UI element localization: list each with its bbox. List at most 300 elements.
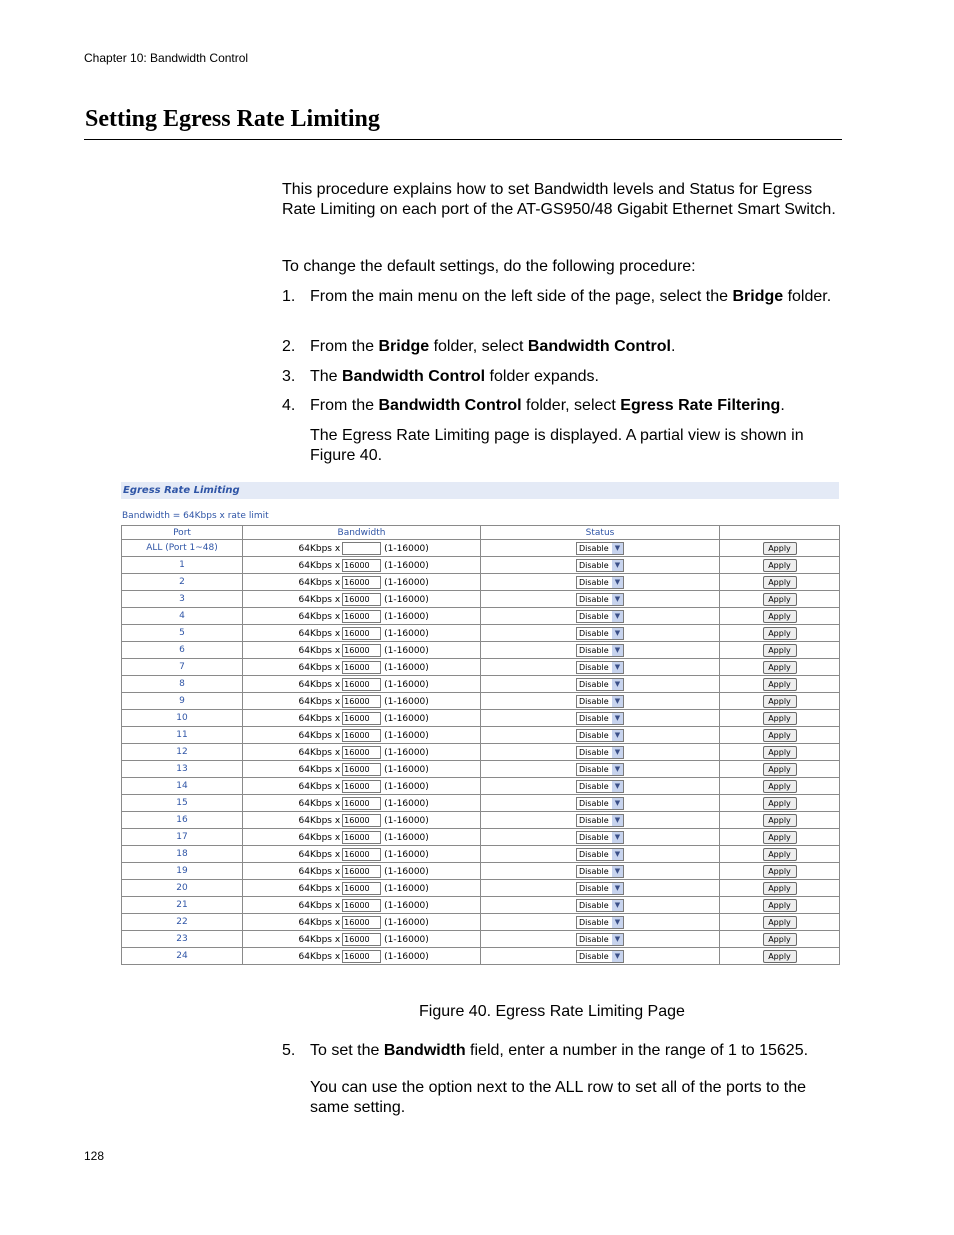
port-cell[interactable] [122, 948, 243, 965]
port-label[interactable]: 12 [176, 747, 188, 757]
port-label[interactable]: 21 [176, 900, 188, 910]
status-value: Disable [579, 679, 609, 689]
egress-rate-limiting-figure [121, 482, 839, 988]
apply-cell [720, 710, 840, 727]
step-number: 1. [282, 288, 296, 305]
port-label[interactable]: 10 [176, 713, 188, 723]
apply-cell [720, 829, 840, 846]
apply-button[interactable]: Apply [763, 746, 797, 759]
status-value: Disable [579, 543, 609, 553]
port-label[interactable]: 1 [179, 560, 185, 570]
bandwidth-range: (1-16000) [384, 577, 429, 588]
bandwidth-input[interactable]: 16000 [342, 882, 381, 895]
status-cell [481, 829, 720, 846]
bandwidth-prefix: 64Kbps x [298, 781, 341, 792]
step-text: From the main menu on the left side of the page, select the Bridge folder. [310, 288, 832, 305]
port-label[interactable]: 7 [179, 662, 185, 672]
port-cell[interactable] [122, 608, 243, 625]
port-label[interactable]: 8 [179, 679, 185, 689]
bandwidth-prefix: 64Kbps x [298, 662, 341, 673]
table-row [122, 914, 840, 931]
apply-cell [720, 931, 840, 948]
bandwidth-cell [243, 812, 481, 829]
bandwidth-cell [243, 710, 481, 727]
apply-button[interactable]: Apply [763, 559, 797, 572]
status-value: Disable [579, 815, 609, 825]
status-cell [481, 761, 720, 778]
table-row [122, 863, 840, 880]
bandwidth-prefix: 64Kbps x [298, 832, 341, 843]
status-value: Disable [579, 866, 609, 876]
chevron-down-icon[interactable]: ▼ [612, 883, 623, 894]
bandwidth-cell [243, 778, 481, 795]
apply-cell [720, 591, 840, 608]
port-cell[interactable] [122, 880, 243, 897]
status-cell [481, 625, 720, 642]
status-select[interactable] [576, 763, 624, 776]
chevron-down-icon[interactable]: ▼ [612, 866, 623, 877]
bandwidth-input[interactable]: 16000 [342, 627, 381, 640]
status-cell [481, 574, 720, 591]
bandwidth-range: (1-16000) [384, 815, 429, 826]
status-cell [481, 846, 720, 863]
status-value: Disable [579, 611, 609, 621]
bandwidth-prefix: 64Kbps x [298, 747, 341, 758]
page-title: Setting Egress Rate Limiting [85, 106, 380, 132]
chevron-down-icon[interactable]: ▼ [612, 679, 623, 690]
apply-button[interactable]: Apply [763, 916, 797, 929]
apply-button[interactable]: Apply [763, 678, 797, 691]
bandwidth-range: (1-16000) [384, 611, 429, 622]
port-cell[interactable] [122, 863, 243, 880]
table-row [122, 812, 840, 829]
table-row [122, 744, 840, 761]
port-cell[interactable] [122, 744, 243, 761]
port-cell[interactable] [122, 795, 243, 812]
status-select[interactable] [576, 729, 624, 742]
table-row [122, 846, 840, 863]
status-select[interactable] [576, 712, 624, 725]
bandwidth-cell [243, 625, 481, 642]
status-cell [481, 744, 720, 761]
chevron-down-icon[interactable]: ▼ [612, 713, 623, 724]
status-select[interactable] [576, 848, 624, 861]
bandwidth-cell [243, 727, 481, 744]
status-select[interactable] [576, 576, 624, 589]
apply-button[interactable]: Apply [763, 763, 797, 776]
port-label[interactable]: 4 [179, 611, 185, 621]
status-select[interactable] [576, 695, 624, 708]
chevron-down-icon[interactable]: ▼ [612, 798, 623, 809]
status-select[interactable] [576, 933, 624, 946]
port-cell[interactable] [122, 931, 243, 948]
bandwidth-range: (1-16000) [384, 951, 429, 962]
bandwidth-input[interactable]: 16000 [342, 678, 381, 691]
status-select[interactable] [576, 882, 624, 895]
bandwidth-prefix: 64Kbps x [298, 543, 341, 554]
apply-cell [720, 676, 840, 693]
bandwidth-range: (1-16000) [384, 560, 429, 571]
column-header-bandwidth: Bandwidth [243, 526, 481, 540]
column-header-status: Status [481, 526, 720, 540]
table-row [122, 642, 840, 659]
bandwidth-range: (1-16000) [384, 645, 429, 656]
status-cell [481, 693, 720, 710]
chevron-down-icon[interactable]: ▼ [612, 560, 623, 571]
apply-button[interactable]: Apply [763, 661, 797, 674]
bandwidth-cell [243, 591, 481, 608]
bandwidth-prefix: 64Kbps x [298, 866, 341, 877]
port-label[interactable]: 13 [176, 764, 188, 774]
table-row [122, 659, 840, 676]
bandwidth-input[interactable]: 16000 [342, 695, 381, 708]
status-value: Disable [579, 645, 609, 655]
port-label[interactable]: 6 [179, 645, 185, 655]
apply-button[interactable]: Apply [763, 797, 797, 810]
bandwidth-prefix: 64Kbps x [298, 628, 341, 639]
apply-cell [720, 574, 840, 591]
bandwidth-range: (1-16000) [384, 662, 429, 673]
table-row [122, 557, 840, 574]
bandwidth-range: (1-16000) [384, 866, 429, 877]
bandwidth-input[interactable]: 16000 [342, 661, 381, 674]
status-value: Disable [579, 934, 609, 944]
chevron-down-icon[interactable]: ▼ [612, 917, 623, 928]
bandwidth-prefix: 64Kbps x [298, 560, 341, 571]
status-value: Disable [579, 713, 609, 723]
bandwidth-input[interactable]: 16000 [342, 729, 381, 742]
chevron-down-icon[interactable]: ▼ [612, 611, 623, 622]
status-cell [481, 608, 720, 625]
chevron-down-icon[interactable]: ▼ [612, 730, 623, 741]
column-header-apply [720, 526, 840, 540]
chevron-down-icon[interactable]: ▼ [612, 645, 623, 656]
bandwidth-cell [243, 693, 481, 710]
bandwidth-range: (1-16000) [384, 679, 429, 690]
step-number: 5. [282, 1042, 296, 1059]
apply-button[interactable]: Apply [763, 882, 797, 895]
bandwidth-range: (1-16000) [384, 543, 429, 554]
bandwidth-cell [243, 846, 481, 863]
chevron-down-icon[interactable]: ▼ [612, 577, 623, 588]
status-cell [481, 897, 720, 914]
bandwidth-input[interactable]: 16000 [342, 933, 381, 946]
port-cell[interactable] [122, 659, 243, 676]
apply-cell [720, 642, 840, 659]
bandwidth-range: (1-16000) [384, 781, 429, 792]
apply-button[interactable]: Apply [763, 865, 797, 878]
apply-button[interactable]: Apply [763, 610, 797, 623]
table-row [122, 829, 840, 846]
status-select[interactable] [576, 780, 624, 793]
port-cell[interactable] [122, 897, 243, 914]
apply-button[interactable]: Apply [763, 627, 797, 640]
bandwidth-prefix: 64Kbps x [298, 679, 341, 690]
port-cell[interactable] [122, 778, 243, 795]
table-row [122, 761, 840, 778]
apply-cell [720, 812, 840, 829]
port-cell[interactable] [122, 642, 243, 659]
status-cell [481, 642, 720, 659]
status-value: Disable [579, 798, 609, 808]
port-cell[interactable] [122, 557, 243, 574]
chevron-down-icon[interactable]: ▼ [612, 628, 623, 639]
status-select[interactable] [576, 797, 624, 810]
status-value: Disable [579, 781, 609, 791]
table-row [122, 727, 840, 744]
bandwidth-input[interactable]: 16000 [342, 797, 381, 810]
bandwidth-range: (1-16000) [384, 849, 429, 860]
status-select[interactable] [576, 865, 624, 878]
port-cell[interactable] [122, 574, 243, 591]
status-select[interactable] [576, 899, 624, 912]
status-cell [481, 931, 720, 948]
port-label[interactable]: 14 [176, 781, 188, 791]
lead-paragraph: To change the default settings, do the following procedure: [282, 258, 696, 275]
apply-cell [720, 897, 840, 914]
intro-paragraph: This procedure explains how to set Bandwidth levels and Status for Egress Rate Limiting on each port of the AT-GS950/48 Gigabit Ethernet Smart Switch. [282, 181, 836, 218]
apply-button[interactable]: Apply [763, 712, 797, 725]
step-number: 4. [282, 397, 296, 414]
apply-cell [720, 540, 840, 557]
table-row [122, 574, 840, 591]
chevron-down-icon[interactable]: ▼ [612, 696, 623, 707]
status-select[interactable] [576, 916, 624, 929]
status-value: Disable [579, 951, 609, 961]
chevron-down-icon[interactable]: ▼ [612, 951, 623, 962]
port-cell[interactable] [122, 625, 243, 642]
table-row [122, 880, 840, 897]
port-label[interactable]: 15 [176, 798, 188, 808]
status-select[interactable] [576, 661, 624, 674]
bandwidth-range: (1-16000) [384, 747, 429, 758]
apply-cell [720, 625, 840, 642]
chevron-down-icon[interactable]: ▼ [612, 594, 623, 605]
bandwidth-cell [243, 948, 481, 965]
chevron-down-icon[interactable]: ▼ [612, 764, 623, 775]
bandwidth-input[interactable]: 16000 [342, 865, 381, 878]
port-label[interactable]: 11 [176, 730, 188, 740]
bandwidth-input[interactable]: 16000 [342, 950, 381, 963]
chevron-down-icon[interactable]: ▼ [612, 934, 623, 945]
bandwidth-cell [243, 608, 481, 625]
figure-panel-title: Egress Rate Limiting [121, 482, 839, 499]
port-cell[interactable] [122, 591, 243, 608]
page-number: 128 [84, 1149, 105, 1163]
apply-button[interactable]: Apply [763, 848, 797, 861]
status-value: Disable [579, 883, 609, 893]
bandwidth-cell [243, 659, 481, 676]
port-cell[interactable] [122, 829, 243, 846]
bandwidth-input[interactable]: 16000 [342, 831, 381, 844]
apply-button[interactable]: Apply [763, 950, 797, 963]
status-value: Disable [579, 696, 609, 706]
port-label[interactable]: 3 [179, 594, 185, 604]
bandwidth-cell [243, 676, 481, 693]
step-number: 3. [282, 368, 296, 385]
bandwidth-prefix: 64Kbps x [298, 815, 341, 826]
status-cell [481, 659, 720, 676]
status-value: Disable [579, 764, 609, 774]
bandwidth-cell [243, 914, 481, 931]
apply-button[interactable]: Apply [763, 899, 797, 912]
bandwidth-input[interactable]: 16000 [342, 899, 381, 912]
apply-button[interactable]: Apply [763, 644, 797, 657]
chevron-down-icon[interactable]: ▼ [612, 543, 623, 554]
status-cell [481, 710, 720, 727]
bandwidth-cell [243, 557, 481, 574]
bandwidth-cell [243, 829, 481, 846]
status-select[interactable] [576, 559, 624, 572]
port-cell[interactable] [122, 914, 243, 931]
apply-button[interactable]: Apply [763, 933, 797, 946]
bandwidth-range: (1-16000) [384, 883, 429, 894]
port-cell[interactable] [122, 693, 243, 710]
apply-cell [720, 761, 840, 778]
step-text: To set the Bandwidth field, enter a number in the range of 1 to 15625. [310, 1042, 809, 1059]
chevron-down-icon[interactable]: ▼ [612, 747, 623, 758]
apply-button[interactable]: Apply [763, 831, 797, 844]
bandwidth-range: (1-16000) [384, 696, 429, 707]
bandwidth-prefix: 64Kbps x [298, 934, 341, 945]
status-cell [481, 727, 720, 744]
bandwidth-input[interactable]: 16000 [342, 712, 381, 725]
bandwidth-range: (1-16000) [384, 917, 429, 928]
status-select[interactable] [576, 644, 624, 657]
status-cell [481, 812, 720, 829]
bandwidth-input[interactable]: 16000 [342, 814, 381, 827]
step-text: From the Bridge folder, select Bandwidth Control. [310, 338, 676, 355]
chevron-down-icon[interactable]: ▼ [612, 781, 623, 792]
bandwidth-cell [243, 642, 481, 659]
status-select[interactable] [576, 542, 624, 555]
port-label[interactable]: 23 [176, 934, 188, 944]
bandwidth-input[interactable]: 16000 [342, 848, 381, 861]
status-select[interactable] [576, 746, 624, 759]
bandwidth-input[interactable]: 16000 [342, 593, 381, 606]
chevron-down-icon[interactable]: ▼ [612, 849, 623, 860]
egress-table [121, 525, 840, 965]
port-cell[interactable] [122, 540, 243, 557]
apply-button[interactable]: Apply [763, 576, 797, 589]
chevron-down-icon[interactable]: ▼ [612, 900, 623, 911]
bandwidth-input[interactable]: 16000 [342, 644, 381, 657]
status-select[interactable] [576, 950, 624, 963]
bandwidth-input[interactable] [342, 542, 381, 555]
step-text: From the Bandwidth Control folder, select Egress Rate Filtering. [310, 397, 785, 414]
status-select[interactable] [576, 814, 624, 827]
apply-cell [720, 727, 840, 744]
apply-button[interactable]: Apply [763, 814, 797, 827]
chevron-down-icon[interactable]: ▼ [612, 815, 623, 826]
bandwidth-cell [243, 863, 481, 880]
bandwidth-input[interactable]: 16000 [342, 610, 381, 623]
port-cell[interactable] [122, 710, 243, 727]
status-cell [481, 557, 720, 574]
port-label[interactable]: 18 [176, 849, 188, 859]
table-row [122, 778, 840, 795]
bandwidth-range: (1-16000) [384, 900, 429, 911]
bandwidth-cell [243, 795, 481, 812]
title-rule [84, 139, 842, 140]
figure-caption: Figure 40. Egress Rate Limiting Page [419, 1003, 685, 1020]
status-select[interactable] [576, 593, 624, 606]
status-value: Disable [579, 560, 609, 570]
port-label[interactable]: ALL (Port 1~48) [146, 543, 218, 553]
bandwidth-prefix: 64Kbps x [298, 577, 341, 588]
step-number: 2. [282, 338, 296, 355]
bandwidth-range: (1-16000) [384, 832, 429, 843]
port-label[interactable]: 22 [176, 917, 188, 927]
status-select[interactable] [576, 678, 624, 691]
table-row [122, 676, 840, 693]
port-label[interactable]: 2 [179, 577, 185, 587]
apply-cell [720, 778, 840, 795]
apply-cell [720, 557, 840, 574]
status-value: Disable [579, 628, 609, 638]
bandwidth-input[interactable]: 16000 [342, 916, 381, 929]
apply-cell [720, 608, 840, 625]
bandwidth-prefix: 64Kbps x [298, 713, 341, 724]
port-cell[interactable] [122, 727, 243, 744]
bandwidth-prefix: 64Kbps x [298, 951, 341, 962]
bandwidth-formula-note: Bandwidth = 64Kbps x rate limit [122, 511, 269, 521]
bandwidth-input[interactable]: 16000 [342, 780, 381, 793]
port-label[interactable]: 20 [176, 883, 188, 893]
apply-button[interactable]: Apply [763, 593, 797, 606]
port-label[interactable]: 9 [179, 696, 185, 706]
bandwidth-range: (1-16000) [384, 798, 429, 809]
status-value: Disable [579, 594, 609, 604]
bandwidth-input[interactable]: 16000 [342, 746, 381, 759]
status-select[interactable] [576, 610, 624, 623]
port-cell[interactable] [122, 812, 243, 829]
port-label[interactable]: 17 [176, 832, 188, 842]
port-cell[interactable] [122, 846, 243, 863]
apply-cell [720, 846, 840, 863]
chevron-down-icon[interactable]: ▼ [612, 832, 623, 843]
bandwidth-cell [243, 540, 481, 557]
bandwidth-cell [243, 880, 481, 897]
apply-button[interactable]: Apply [763, 780, 797, 793]
port-label[interactable]: 19 [176, 866, 188, 876]
chevron-down-icon[interactable]: ▼ [612, 662, 623, 673]
bandwidth-prefix: 64Kbps x [298, 900, 341, 911]
apply-button[interactable]: Apply [763, 695, 797, 708]
port-cell[interactable] [122, 676, 243, 693]
table-header-row [122, 526, 840, 540]
apply-button[interactable]: Apply [763, 729, 797, 742]
port-label[interactable]: 16 [176, 815, 188, 825]
status-value: Disable [579, 900, 609, 910]
status-value: Disable [579, 747, 609, 757]
bandwidth-input[interactable]: 16000 [342, 559, 381, 572]
port-cell[interactable] [122, 761, 243, 778]
status-value: Disable [579, 849, 609, 859]
bandwidth-prefix: 64Kbps x [298, 917, 341, 928]
table-row [122, 625, 840, 642]
status-cell [481, 591, 720, 608]
bandwidth-input[interactable]: 16000 [342, 763, 381, 776]
status-select[interactable] [576, 831, 624, 844]
bandwidth-input[interactable]: 16000 [342, 576, 381, 589]
apply-button[interactable]: Apply [763, 542, 797, 555]
status-select[interactable] [576, 627, 624, 640]
apply-cell [720, 693, 840, 710]
port-label[interactable]: 5 [179, 628, 185, 638]
status-cell [481, 914, 720, 931]
port-label[interactable]: 24 [176, 951, 188, 961]
